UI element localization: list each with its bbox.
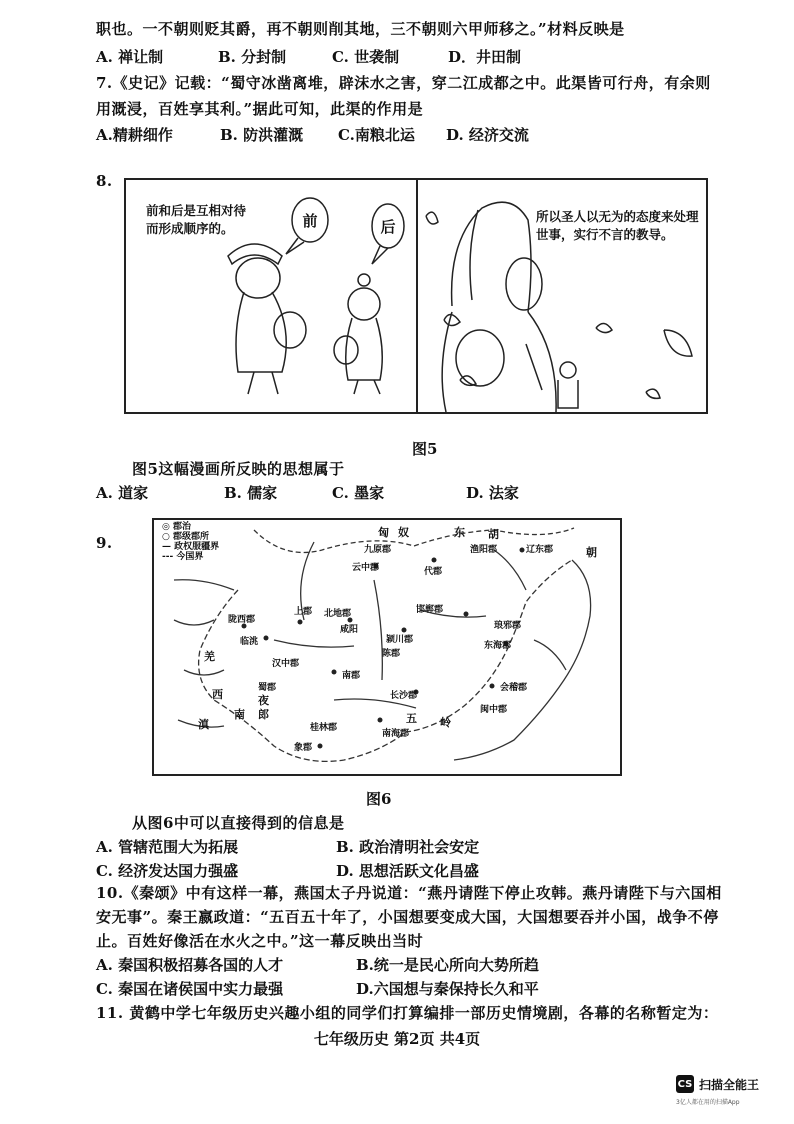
- map-label: 蜀郡: [258, 683, 277, 693]
- map-label: 奴: [398, 526, 409, 539]
- camscanner-logo-icon: CS: [676, 1075, 694, 1093]
- comic-figure: [124, 178, 708, 414]
- q9-option-d: D. 思想活跃文化昌盛: [336, 862, 479, 880]
- map-label: 朝: [586, 546, 597, 559]
- map-label: 渔阳郡: [470, 545, 498, 555]
- map-label: 南海郡: [382, 729, 410, 739]
- map-label: 辽东郡: [526, 545, 554, 555]
- q9-number: 9.: [96, 534, 113, 552]
- q9-option-c: C. 经济发达国力强盛: [96, 862, 239, 880]
- q7-option-b: B. 防洪灌溉: [220, 126, 304, 144]
- map-label: 邯郸郡: [416, 605, 444, 615]
- q9-option-a: A. 管辖范围大为拓展: [96, 838, 239, 856]
- map-label: 临洮: [240, 637, 259, 647]
- map-label: 羌: [204, 650, 215, 663]
- q6-text: 职也。一不朝则贬其爵，再不朝则削其地，三不朝则六甲师移之。”材料反映是: [96, 20, 625, 38]
- q7-option-d: D. 经济交流: [446, 126, 529, 144]
- figure5-caption: 图5: [412, 440, 438, 458]
- map-label: 闽中郡: [480, 705, 508, 715]
- qin-map-figure: [152, 518, 622, 776]
- map-label: 九原郡: [364, 545, 392, 555]
- q8-option-a: A. 道家: [96, 484, 149, 502]
- map-legend: ◎ 郡治 ○ 郡级郡所 — 政权服疆界 --- 今国界: [162, 522, 220, 562]
- map-label: 五: [406, 712, 417, 725]
- map-label: 西: [212, 688, 223, 701]
- page-footer: 七年级历史 第2页 共4页: [313, 1030, 481, 1048]
- q6-option-d: D．井田制: [448, 48, 522, 66]
- q8-number: 8.: [96, 172, 113, 190]
- q10-option-b: B.统一是民心所向大势所趋: [356, 956, 539, 974]
- comic-left-text: 前和后是互相对待 而形成顺序的。: [146, 203, 247, 236]
- q10-text-1: 10.《秦颂》中有这样一幕，燕国太子丹说道：“燕丹请陛下停止攻韩。燕丹请陛下与六国相: [96, 884, 722, 902]
- bubble-back-label: 后: [380, 218, 396, 236]
- q10-option-d: D.六国想与秦保持长久和平: [356, 980, 539, 998]
- q9-option-b: B. 政治清明社会安定: [336, 838, 480, 856]
- map-label: 郎: [258, 708, 269, 721]
- map-label: 南郡: [342, 671, 361, 681]
- map-label: 滇: [198, 718, 209, 731]
- q6-option-c: C. 世袭制: [332, 48, 400, 66]
- figure6-caption: 图6: [366, 790, 392, 808]
- q10-text-3: 止。百姓好像活在水火之中。”这一幕反映出当时: [96, 932, 424, 950]
- map-label: 长沙郡: [390, 691, 418, 701]
- map-label: 咸阳: [340, 625, 359, 635]
- comic-right-text: 所以圣人以无为的态度来处理 世事，实行不言的教导。: [536, 209, 699, 242]
- q7-option-c: C.南粮北运: [338, 126, 415, 144]
- map-label: 代郡: [424, 567, 443, 577]
- map-label: 云中郡: [352, 563, 380, 573]
- map-label: 夜: [258, 694, 269, 707]
- q7-text-1: 7.《史记》记载：“蜀守冰凿离堆，辟沫水之害，穿二江成都之中。此渠皆可行舟，有余则: [96, 74, 711, 92]
- comic-drawing: [126, 180, 706, 412]
- map-label: 上郡: [294, 607, 313, 617]
- q10-option-a: A. 秦国积极招募各国的人才: [96, 956, 284, 974]
- scanner-slogan: 3亿人都在用的扫描App: [676, 1099, 740, 1106]
- q8-option-d: D. 法家: [466, 484, 519, 502]
- map-label: 琅邪郡: [494, 621, 522, 631]
- q8-option-c: C. 墨家: [332, 484, 385, 502]
- map-label: 会稽郡: [500, 683, 528, 693]
- q6-option-a: A. 禅让制: [96, 48, 164, 66]
- map-label: 南: [234, 708, 245, 721]
- q8-option-b: B. 儒家: [224, 484, 278, 502]
- map-label: 岭: [440, 716, 451, 729]
- map-label: 桂林郡: [310, 723, 338, 733]
- map-label: 象郡: [294, 743, 313, 753]
- q7-option-a: A.精耕细作: [96, 126, 173, 144]
- q10-option-c: C. 秦国在诸侯国中实力最强: [96, 980, 284, 998]
- map-label: 东海郡: [484, 641, 512, 651]
- scanner-badge: [676, 1075, 759, 1093]
- map-label: 东: [454, 526, 465, 539]
- scanner-name: 扫描全能王: [699, 1077, 760, 1092]
- map-label: 陇西郡: [228, 615, 256, 625]
- bubble-front-label: 前: [302, 212, 318, 230]
- q11-text: 11. 黄鹤中学七年级历史兴趣小组的同学们打算编排一部历史情境剧，各幕的名称暂定为：: [96, 1004, 719, 1022]
- q8-stem: 图5这幅漫画所反映的思想属于: [132, 460, 345, 478]
- map-label: 陈郡: [382, 649, 401, 659]
- map-label: 颍川郡: [386, 635, 414, 645]
- q9-stem: 从图6中可以直接得到的信息是: [132, 814, 345, 832]
- map-label: 匈: [378, 526, 389, 539]
- q10-text-2: 安无事”。秦王嬴政道：“五百五十年了，小国想要变成大国，大国想要吞并小国，战争不停: [96, 908, 719, 926]
- map-label: 汉中郡: [272, 659, 300, 669]
- map-label: 北地郡: [324, 609, 352, 619]
- q6-option-b: B. 分封制: [218, 48, 287, 66]
- map-label: 胡: [488, 528, 499, 541]
- q7-text-2: 用溉浸，百姓享其利。”据此可知，此渠的作用是: [96, 100, 424, 118]
